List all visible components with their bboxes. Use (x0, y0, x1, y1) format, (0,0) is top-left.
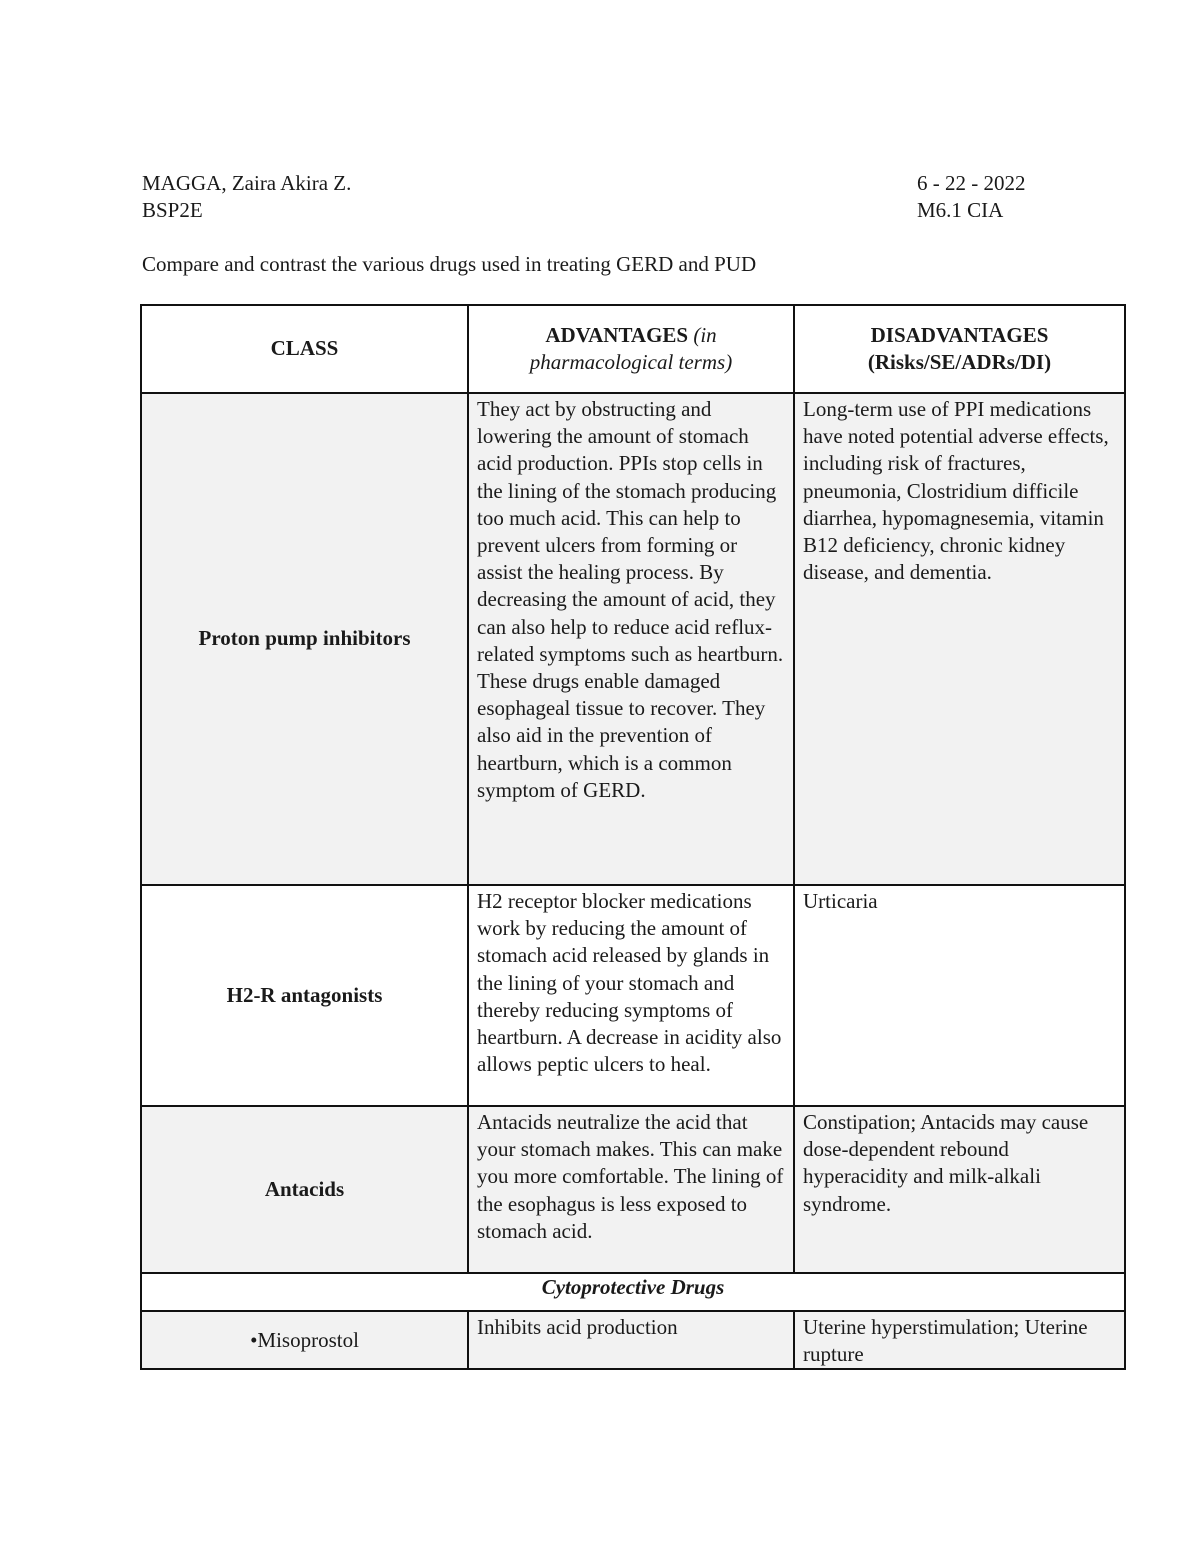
table-row (141, 1106, 1125, 1273)
table-row (141, 885, 1125, 1106)
column-header-disadvantages (794, 305, 1125, 393)
column-header-class (141, 305, 468, 393)
table-header-row (141, 305, 1125, 393)
advantages-cell: They act by obstructing and lowering the amount of stomach acid production. PPIs stop cells in the lining of the stomach producing too much acid. This can help to prevent ulcers from forming or assist the healing process. By decreasing the amount of acid, they can also help to reduce acid reflux-related symptoms such as heartburn. These drugs enable damaged esophageal tissue to recover. They also aid in the prevention of heartburn, which is a common symptom of GERD. (468, 393, 794, 885)
column-header-class-label: CLASS (270, 336, 339, 361)
table-row (141, 393, 1125, 885)
student-section: BSP2E (142, 198, 203, 222)
column-header-disadvantages-note: (Risks/SE/ADRs/DI) (867, 350, 1052, 374)
column-header-advantages-label: ADVANTAGES (545, 322, 689, 347)
drug-class-cell: Proton pump inhibitors (141, 393, 468, 885)
section-band-label: Cytoprotective Drugs (141, 1273, 1125, 1311)
column-header-advantages-note: (in pharmacological terms) (529, 322, 733, 374)
section-band-row (141, 1273, 1125, 1311)
drug-comparison-table (140, 304, 1126, 1370)
drug-class-cell: Antacids (141, 1106, 468, 1273)
table-row (141, 1311, 1125, 1369)
column-header-advantages (468, 305, 794, 393)
advantages-cell: Inhibits acid production (468, 1311, 794, 1369)
drug-class-cell: •Misoprostol (141, 1311, 468, 1369)
advantages-cell: H2 receptor blocker medications work by reducing the amount of stomach acid released by glands in the lining of your stomach and thereby reducing symptoms of heartburn. A decrease in acidity also allows peptic ulcers to heal. (468, 885, 794, 1106)
assignment-code: M6.1 CIA (917, 198, 1004, 222)
drug-class-cell: H2-R antagonists (141, 885, 468, 1106)
student-name: MAGGA, Zaira Akira Z. (142, 171, 352, 195)
disadvantages-cell: Long-term use of PPI medications have noted potential adverse effects, including risk of fractures, pneumonia, Clostridium difficile diarrhea, hypomagnesemia, vitamin B12 deficiency, chronic kidney disease, and dementia. (794, 393, 1125, 885)
advantages-cell: Antacids neutralize the acid that your stomach makes. This can make you more comfortable. The lining of the esophagus is less exposed to stomach acid. (468, 1106, 794, 1273)
disadvantages-cell: Constipation; Antacids may cause dose-dependent rebound hyperacidity and milk-alkali syndrome. (794, 1106, 1125, 1273)
column-header-disadvantages-label: DISADVANTAGES (870, 322, 1049, 347)
disadvantages-cell: Uterine hyperstimulation; Uterine rupture (794, 1311, 1125, 1369)
disadvantages-cell: Urticaria (794, 885, 1125, 1106)
submission-date: 6 - 22 - 2022 (917, 171, 1026, 195)
assignment-prompt: Compare and contrast the various drugs used in treating GERD and PUD (142, 252, 757, 276)
